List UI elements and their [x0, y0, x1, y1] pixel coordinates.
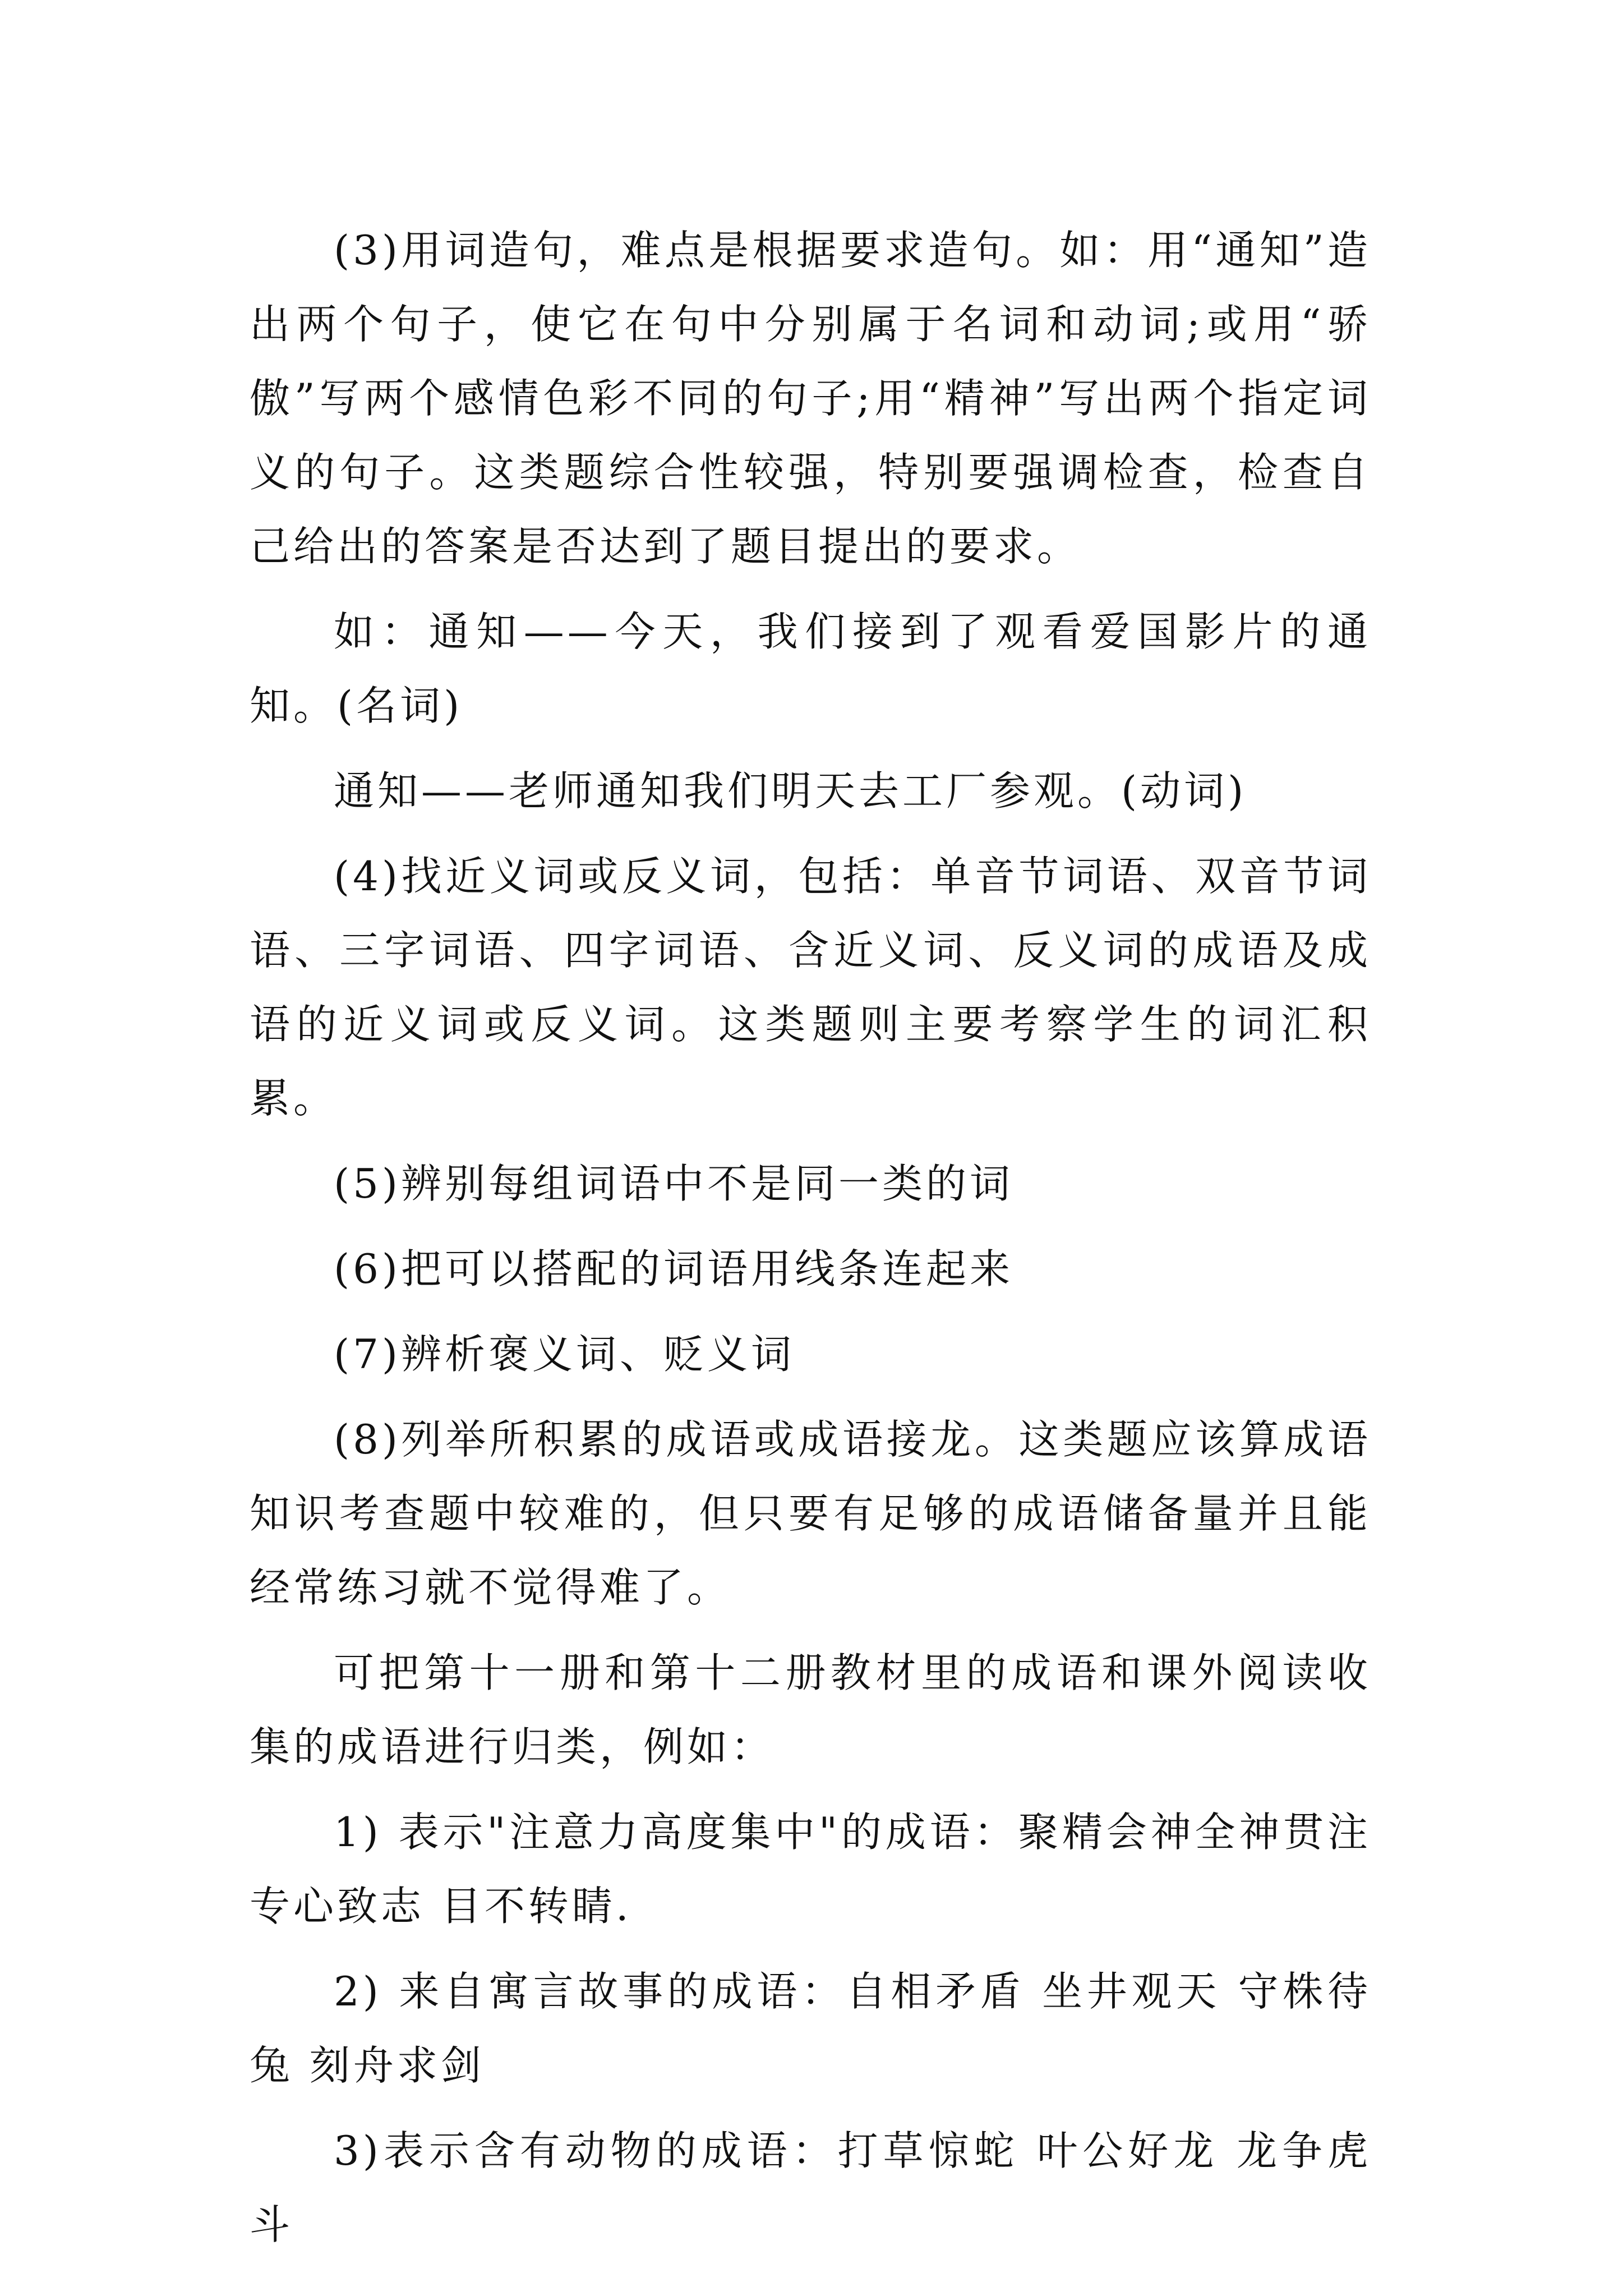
paragraph-item-8: (8)列举所积累的成语或成语接龙。这类题应该算成语知识考查题中较难的，但只要有足够的成语储备量并且能经常练习就不觉得难了。 — [250, 1416, 1371, 1611]
paragraph-example-noun: 如：通知——今天，我们接到了观看爱国影片的通知。(名词) — [250, 608, 1371, 729]
paragraph-classification-intro: 可把第十一册和第十二册教材里的成语和课外阅读收集的成语进行归类，例如： — [250, 1649, 1371, 1770]
paragraph-example-verb: 通知——老师通知我们明天去工厂参观。(动词) — [334, 767, 1247, 815]
paragraph-idiom-group-2: 2) 来自寓言故事的成语：自相矛盾 坐井观天 守株待兔 刻舟求剑 — [250, 1968, 1371, 2089]
paragraph-synonyms-antonyms: (4)找近义词或反义词，包括：单音节词语、双音节词语、三字词语、四字词语、含近义词、反义词的成语及成语的近义词或反义词。这类题则主要考察学生的词汇积累。 — [250, 853, 1371, 1122]
paragraph-item-7: (7)辨析褒义词、贬义词 — [334, 1331, 795, 1378]
document-page — [250, 213, 1371, 2262]
paragraph-sentence-making: (3)用词造句，难点是根据要求造句。如：用“通知”造出两个句子，使它在句中分别属于名词和动词;或用“骄傲”写两个感情色彩不同的句子;用“精神”写出两个指定词义的句子。这类题综合性较强，特别要强调检查，检查自己给出的答案是否达到了题目提出的要求。 — [250, 227, 1371, 570]
paragraph-idiom-group-3: 3)表示含有动物的成语：打草惊蛇 叶公好龙 龙争虎斗 — [250, 2127, 1371, 2248]
paragraph-item-6: (6)把可以搭配的词语用线条连起来 — [334, 1245, 1013, 1292]
paragraph-item-5: (5)辨别每组词语中不是同一类的词 — [334, 1160, 1013, 1207]
paragraph-idiom-group-1: 1) 表示"注意力高度集中"的成语：聚精会神全神贯注专心致志 目不转睛. — [250, 1809, 1371, 1930]
